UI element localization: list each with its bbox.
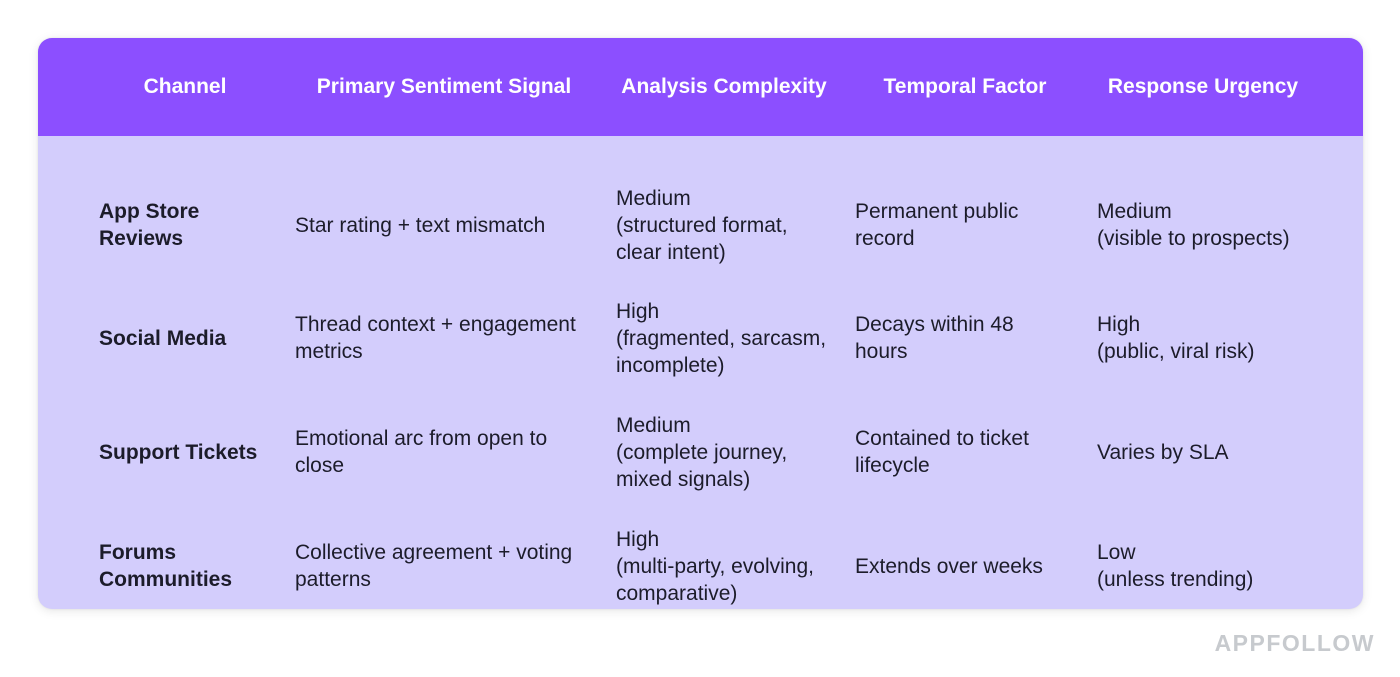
cell-temporal: Extends over weeks — [855, 554, 1043, 578]
header-primary-sentiment-signal: Primary Sentiment Signal — [316, 75, 572, 98]
cell-channel: Social Media — [99, 326, 227, 350]
header-response-urgency: Response Urgency — [1107, 75, 1299, 98]
appfollow-logo: APPFOLLOW — [1214, 630, 1375, 656]
table-row — [38, 509, 1363, 609]
cell-channel: Forums Communities — [99, 541, 233, 591]
cell-urgency: Medium (visible to prospects) — [1097, 200, 1290, 250]
cell-complexity: Medium (structured format, clear intent) — [616, 186, 788, 264]
table-row — [38, 168, 1363, 282]
cell-complexity: Medium (complete journey, mixed signals) — [616, 413, 788, 491]
table-header — [38, 38, 1363, 136]
cell-urgency: High (public, viral risk) — [1097, 313, 1255, 363]
cell-urgency: Varies by SLA — [1097, 440, 1229, 464]
header-channel: Channel — [143, 75, 227, 98]
cell-signal: Collective agreement + voting patterns — [295, 541, 573, 591]
header-analysis-complexity: Analysis Complexity — [621, 75, 827, 98]
comparison-table — [38, 38, 1363, 609]
header-temporal-factor: Temporal Factor — [883, 75, 1047, 98]
cell-channel: App Store Reviews — [99, 200, 200, 250]
table-row — [38, 281, 1363, 395]
cell-urgency: Low (unless trending) — [1097, 541, 1254, 591]
cell-temporal: Contained to ticket lifecycle — [855, 427, 1029, 477]
cell-complexity: High (multi-party, evolving, comparative) — [616, 527, 815, 605]
cell-temporal: Permanent public record — [855, 200, 1019, 250]
cell-channel: Support Tickets — [99, 440, 258, 464]
table-row — [38, 395, 1363, 509]
cell-signal: Emotional arc from open to close — [295, 427, 548, 477]
cell-signal: Star rating + text mismatch — [295, 213, 546, 237]
cell-signal: Thread context + engagement metrics — [295, 313, 576, 363]
cell-complexity: High (fragmented, sarcasm, incomplete) — [616, 299, 827, 377]
cell-temporal: Decays within 48 hours — [855, 313, 1014, 363]
